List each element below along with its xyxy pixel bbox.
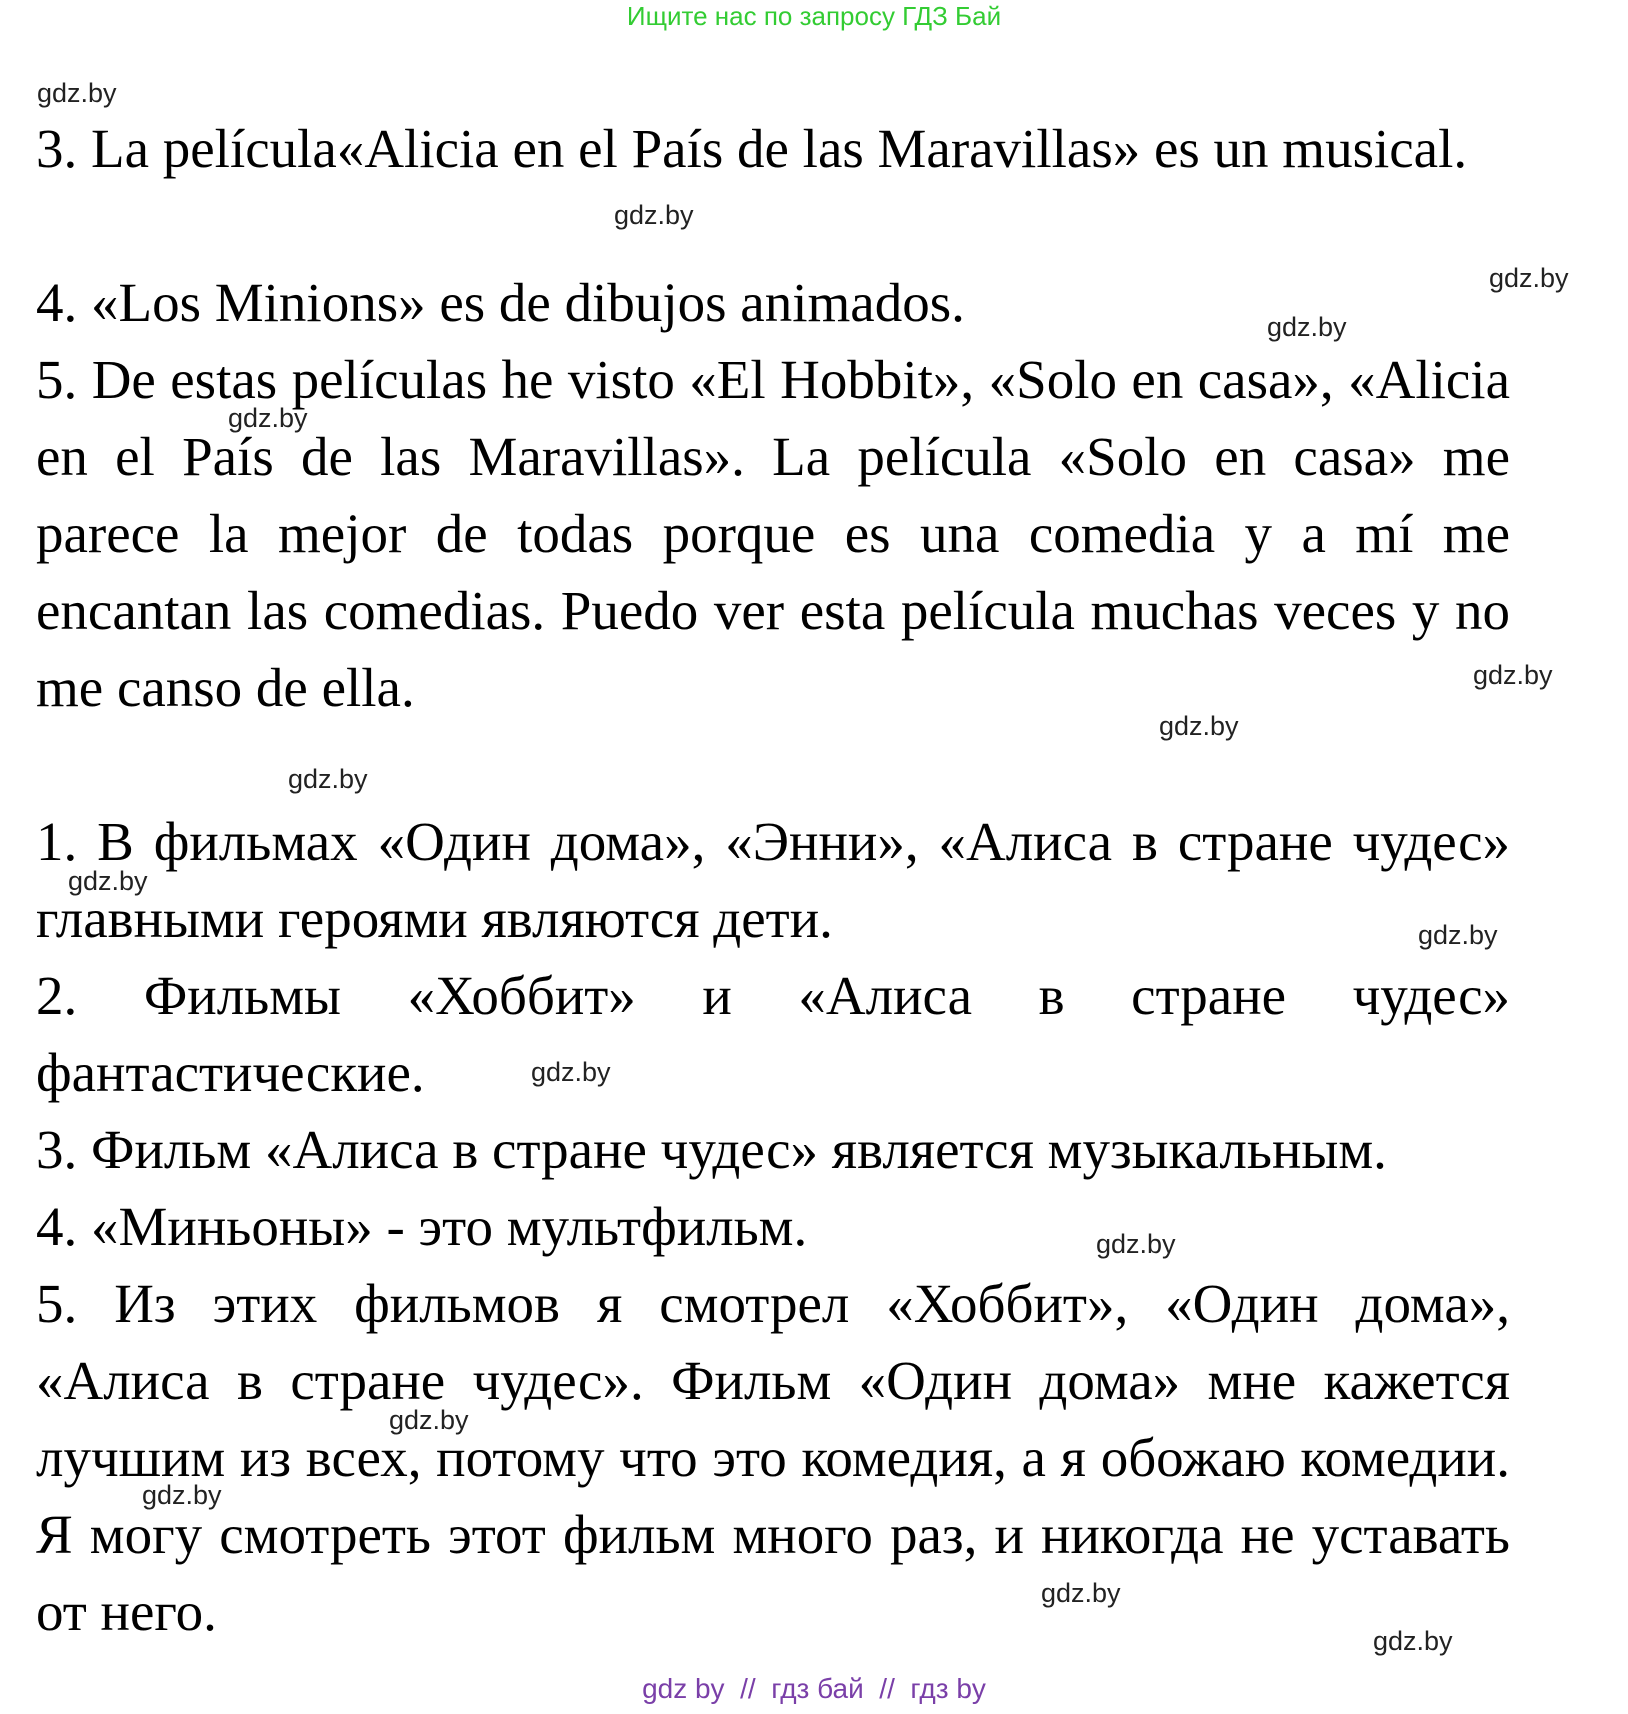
watermark: gdz.by [228,403,308,433]
watermark: gdz.by [614,200,694,230]
spanish-answer-3: 3. La película«Alicia en el País de las Maravillas» es un musical. [36,118,1468,179]
russian-answer-4: 4. «Миньоны» - это мультфильм. [36,1196,808,1257]
russian-answer-1: 1. В фильмах «Один дома», «Энни», «Алиса в стране чудес» главными героями являются дети. [36,811,1510,949]
watermark: gdz.by [1373,1626,1453,1656]
watermark: gdz.by [1418,920,1498,950]
watermark: gdz.by [68,866,148,896]
search-banner: Ищите нас по запросу ГДЗ Бай [626,1,1002,31]
russian-answer-5: 5. Из этих фильмов я смотрел «Хоббит», «Один дома», «Алиса в стране чудес». Фильм «Один дома» мне кажется лучшим из всех, потому что это комедия, а я обожаю комедии. Я могу смотреть этот фильм много раз, и никогда не уставать от него. [36,1273,1510,1642]
watermark: gdz.by [1041,1578,1121,1608]
watermark: gdz.by [1159,711,1239,741]
watermark: gdz.by [142,1480,222,1510]
spanish-answer-4: 4. «Los Minions» es de dibujos animados. [36,272,965,333]
watermark: gdz.by [1473,660,1553,690]
watermark: gdz.by [288,764,368,794]
russian-answer-3: 3. Фильм «Алиса в стране чудес» является музыкальным. [36,1119,1387,1180]
watermark: gdz.by [37,78,117,108]
watermark: gdz.by [389,1405,469,1435]
spanish-answer-5: 5. De estas películas he visto «El Hobbit», «Solo en casa», «Alicia en el País de las Maravillas». La película «Solo en casa» me parece la mejor de todas porque es una comedia y a mí me encantan las comedias. Puedo ver esta película muchas veces y no me canso de ella. [36,349,1510,718]
russian-answer-2: 2. Фильмы «Хоббит» и «Алиса в стране чудес» фантастические. [36,965,1510,1103]
watermark: gdz.by [1096,1229,1176,1259]
footer-links: gdz by // гдз бай // гдз by [642,1673,986,1704]
watermark: gdz.by [1489,263,1569,293]
watermark: gdz.by [531,1057,611,1087]
watermark: gdz.by [1267,312,1347,342]
